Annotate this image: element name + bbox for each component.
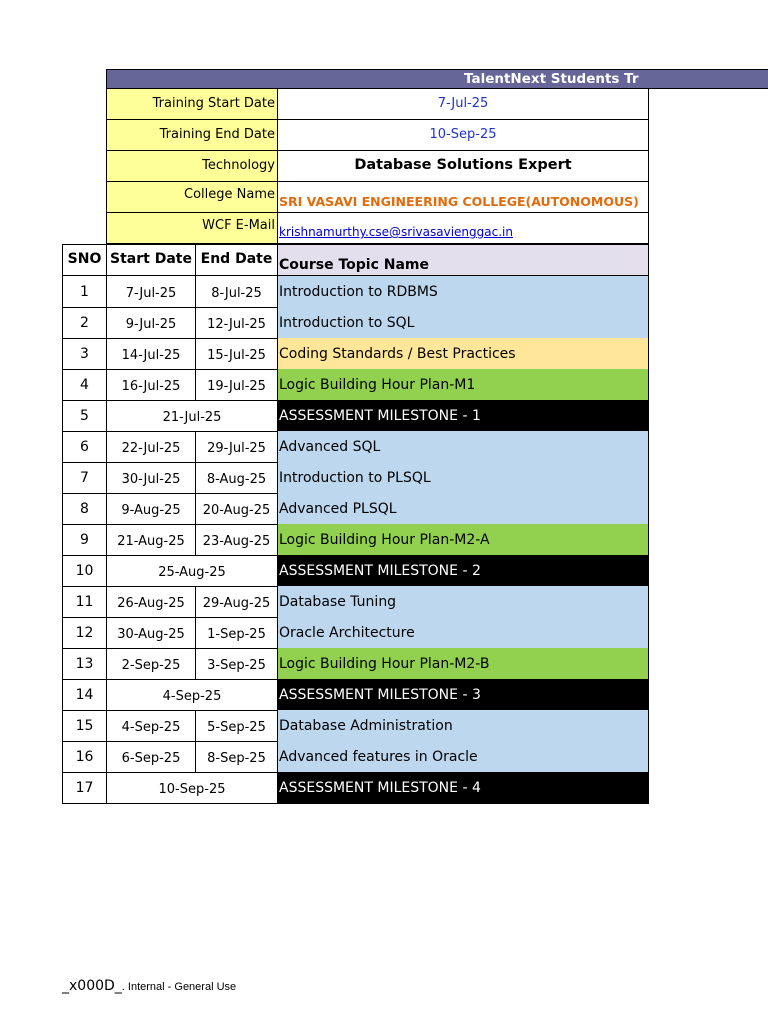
header-course-topic: Course Topic Name	[277, 244, 649, 276]
course-topic-cell: Coding Standards / Best Practices	[277, 338, 649, 370]
course-topic-cell: ASSESSMENT MILESTONE - 3	[277, 679, 649, 711]
start-date-cell: 4-Sep-25	[106, 710, 196, 742]
start-date-cell: 2-Sep-25	[106, 648, 196, 680]
wcf-email-label: WCF E-Mail	[106, 213, 278, 244]
start-date-cell: 30-Jul-25	[106, 462, 196, 494]
start-date-cell: 6-Sep-25	[106, 741, 196, 773]
course-topic-cell: Advanced PLSQL	[277, 493, 649, 525]
course-topic-cell: Introduction to RDBMS	[277, 276, 649, 308]
sno-cell: 1	[62, 276, 107, 308]
sno-cell: 4	[62, 369, 107, 401]
end-date-cell: 8-Sep-25	[195, 741, 278, 773]
start-date-cell: 26-Aug-25	[106, 586, 196, 618]
header-sno: SNO	[62, 244, 107, 276]
schedule-title: TalentNext Students Tr	[464, 71, 639, 87]
sno-cell: 11	[62, 586, 107, 618]
course-topic-cell: Introduction to PLSQL	[277, 462, 649, 494]
technology-label: Technology	[106, 151, 278, 182]
footer: _x000D_. Internal - General Use	[62, 978, 237, 994]
course-topic-cell: Logic Building Hour Plan-M2-B	[277, 648, 649, 680]
footer-code: _x000D_	[62, 978, 122, 994]
course-topic-cell: ASSESSMENT MILESTONE - 1	[277, 400, 649, 432]
wcf-email-value[interactable]: krishnamurthy.cse@srivasavienggac.in	[277, 213, 649, 244]
training-start-date-value: 7-Jul-25	[277, 89, 649, 120]
start-date-cell: 22-Jul-25	[106, 431, 196, 463]
course-topic-cell: Logic Building Hour Plan-M1	[277, 369, 649, 401]
sno-cell: 6	[62, 431, 107, 463]
end-date-cell: 3-Sep-25	[195, 648, 278, 680]
milestone-date-cell: 25-Aug-25	[106, 555, 278, 587]
sno-cell: 17	[62, 772, 107, 804]
end-date-cell: 29-Aug-25	[195, 586, 278, 618]
college-name-value: SRI VASAVI ENGINEERING COLLEGE(AUTONOMOUS)	[277, 182, 649, 213]
course-topic-cell: ASSESSMENT MILESTONE - 4	[277, 772, 649, 804]
start-date-cell: 21-Aug-25	[106, 524, 196, 556]
course-topic-cell: Introduction to SQL	[277, 307, 649, 339]
sno-cell: 14	[62, 679, 107, 711]
milestone-date-cell: 4-Sep-25	[106, 679, 278, 711]
end-date-cell: 23-Aug-25	[195, 524, 278, 556]
course-topic-cell: Advanced features in Oracle	[277, 741, 649, 773]
header-start-date: Start Date	[106, 244, 196, 276]
sno-cell: 2	[62, 307, 107, 339]
header-end-date: End Date	[195, 244, 278, 276]
course-topic-cell: Oracle Architecture	[277, 617, 649, 649]
end-date-cell: 12-Jul-25	[195, 307, 278, 339]
sno-cell: 5	[62, 400, 107, 432]
course-topic-cell: Advanced SQL	[277, 431, 649, 463]
sno-cell: 8	[62, 493, 107, 525]
college-name-label: College Name	[106, 182, 278, 213]
sno-cell: 16	[62, 741, 107, 773]
end-date-cell: 29-Jul-25	[195, 431, 278, 463]
schedule-title-bar	[106, 69, 768, 89]
end-date-cell: 1-Sep-25	[195, 617, 278, 649]
course-topic-cell: ASSESSMENT MILESTONE - 2	[277, 555, 649, 587]
end-date-cell: 20-Aug-25	[195, 493, 278, 525]
start-date-cell: 16-Jul-25	[106, 369, 196, 401]
course-topic-cell: Database Tuning	[277, 586, 649, 618]
training-end-date-value: 10-Sep-25	[277, 120, 649, 151]
sno-cell: 9	[62, 524, 107, 556]
end-date-cell: 15-Jul-25	[195, 338, 278, 370]
sno-cell: 15	[62, 710, 107, 742]
end-date-cell: 19-Jul-25	[195, 369, 278, 401]
training-end-date-label: Training End Date	[106, 120, 278, 151]
milestone-date-cell: 10-Sep-25	[106, 772, 278, 804]
end-date-cell: 8-Aug-25	[195, 462, 278, 494]
course-topic-cell: Logic Building Hour Plan-M2-A	[277, 524, 649, 556]
footer-classification: Internal - General Use	[127, 981, 237, 993]
end-date-cell: 8-Jul-25	[195, 276, 278, 308]
sno-cell: 10	[62, 555, 107, 587]
sno-cell: 13	[62, 648, 107, 680]
start-date-cell: 30-Aug-25	[106, 617, 196, 649]
training-start-date-label: Training Start Date	[106, 89, 278, 120]
start-date-cell: 9-Aug-25	[106, 493, 196, 525]
start-date-cell: 14-Jul-25	[106, 338, 196, 370]
course-topic-cell: Database Administration	[277, 710, 649, 742]
sno-cell: 12	[62, 617, 107, 649]
sno-cell: 7	[62, 462, 107, 494]
sno-cell: 3	[62, 338, 107, 370]
technology-value: Database Solutions Expert	[277, 151, 649, 182]
milestone-date-cell: 21-Jul-25	[106, 400, 278, 432]
start-date-cell: 7-Jul-25	[106, 276, 196, 308]
start-date-cell: 9-Jul-25	[106, 307, 196, 339]
end-date-cell: 5-Sep-25	[195, 710, 278, 742]
